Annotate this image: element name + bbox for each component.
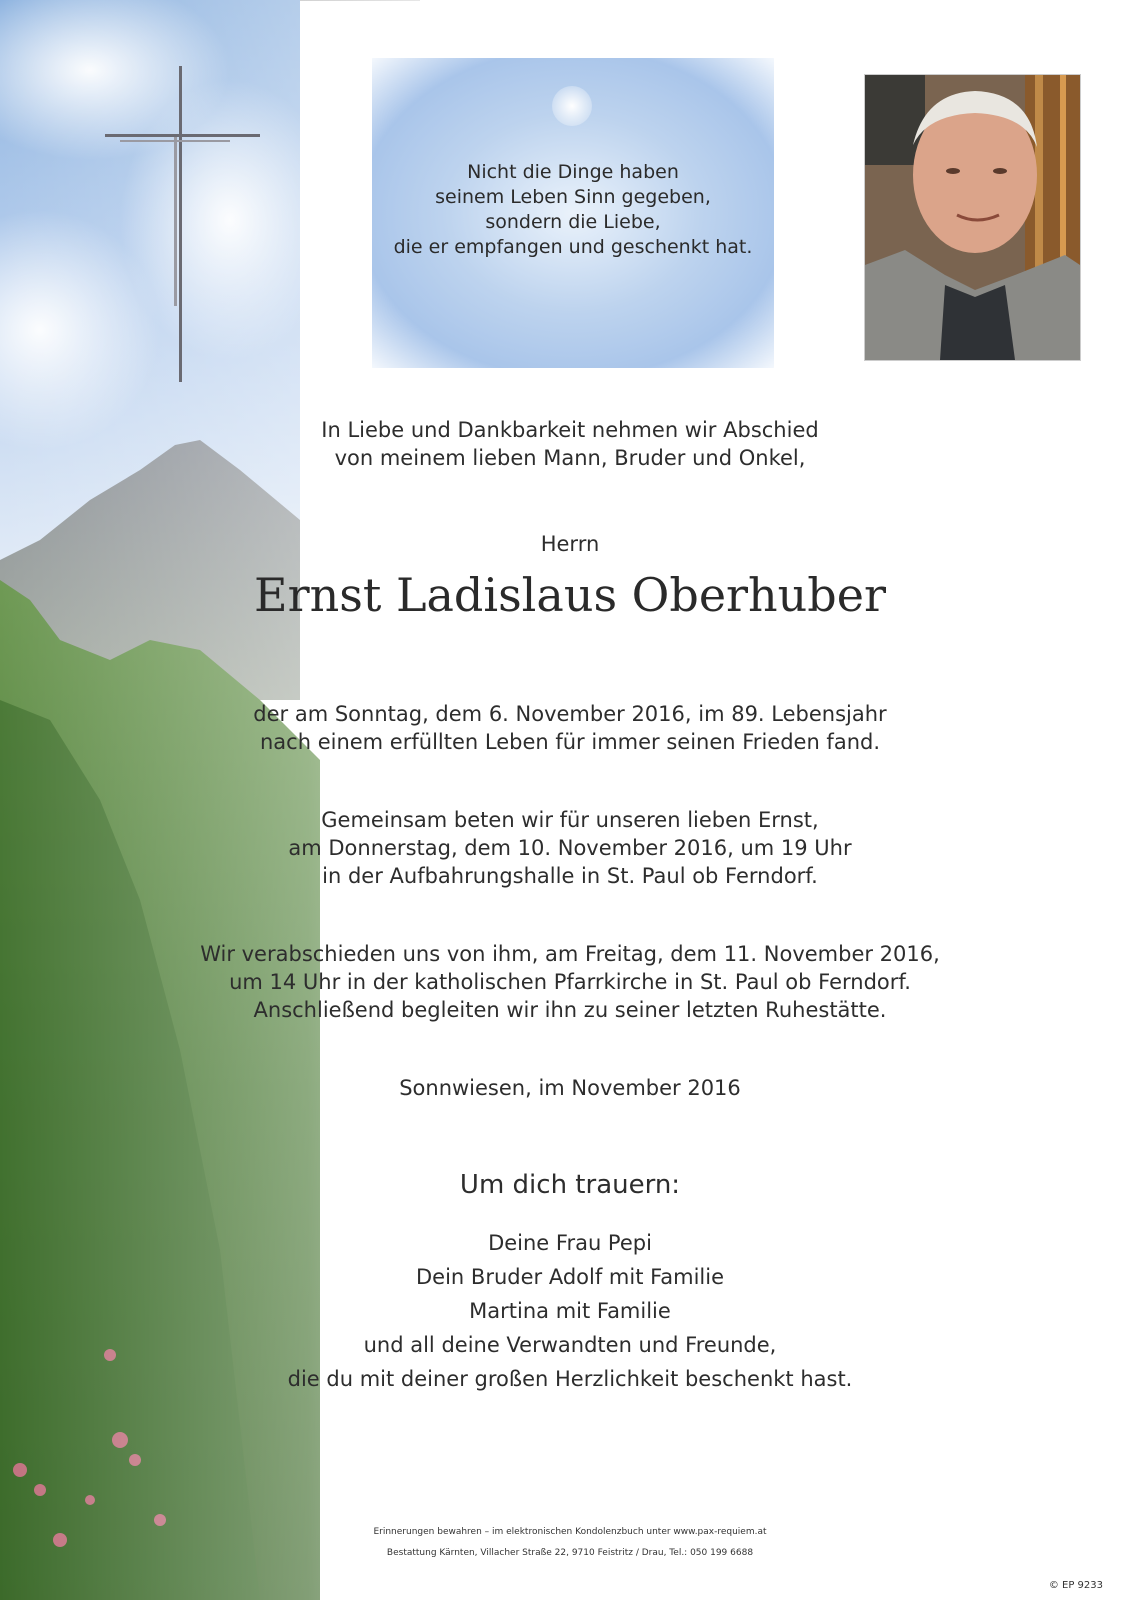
- mourner-line: Deine Frau Pepi: [488, 1231, 652, 1255]
- prayer-line: am Donnerstag, dem 10. November 2016, um 19 Uhr: [288, 836, 852, 860]
- footer-condolence-line: Erinnerungen bewahren – im elektronischen Kondolenzbuch unter www.pax-requiem.at: [373, 1527, 767, 1537]
- place-date: [180, 1074, 960, 1102]
- death-line: der am Sonntag, dem 6. November 2016, im 89. Lebensjahr: [253, 702, 887, 726]
- death-notice: [180, 700, 960, 756]
- funeral-line: Wir verabschieden uns von ihm, am Freitag, dem 11. November 2016,: [200, 942, 940, 966]
- mourner-line: Martina mit Familie: [469, 1299, 671, 1323]
- footer-funeral-home-line: Bestattung Kärnten, Villacher Straße 22, 9710 Feistritz / Drau, Tel.: 050 199 6688: [386, 1548, 754, 1558]
- prayer-line: in der Aufbahrungshalle in St. Paul ob Ferndorf.: [322, 864, 818, 888]
- prayer-line: Gemeinsam beten wir für unseren lieben Ernst,: [321, 808, 819, 832]
- intro-line: von meinem lieben Mann, Bruder und Onkel,: [334, 446, 806, 470]
- portrait-photo: [864, 74, 1081, 361]
- mourners-title: Um dich trauern:: [459, 1170, 681, 1200]
- quote-line: die er empfangen und geschenkt hat.: [393, 236, 753, 258]
- mourner-line: Dein Bruder Adolf mit Familie: [416, 1265, 724, 1289]
- funeral-line: Anschließend begleiten wir ihn zu seiner letzten Ruhestätte.: [253, 998, 887, 1022]
- intro-line: In Liebe und Dankbarkeit nehmen wir Abschied: [321, 418, 819, 442]
- cross-icon: [105, 66, 265, 386]
- death-line: nach einem erfüllten Leben für immer seinen Frieden fand.: [259, 730, 881, 754]
- deceased-name: Ernst Ladislaus Oberhuber: [254, 568, 886, 622]
- mourner-line: die du mit deiner großen Herzlichkeit beschenkt hast.: [287, 1367, 853, 1391]
- quote-panel: [372, 58, 774, 368]
- light-glow: [552, 86, 592, 126]
- quote-line: sondern die Liebe,: [485, 211, 661, 233]
- quote-line: seinem Leben Sinn gegeben,: [435, 186, 711, 208]
- mourners-list: [180, 1226, 960, 1396]
- mourner-line: und all deine Verwandten und Freunde,: [363, 1333, 777, 1357]
- intro-text: [180, 416, 960, 472]
- prayer-notice: [180, 806, 960, 890]
- funeral-notice: [180, 940, 960, 1024]
- funeral-line: um 14 Uhr in der katholischen Pfarrkirche in St. Paul ob Ferndorf.: [229, 970, 911, 994]
- print-code: © EP 9233: [1048, 1580, 1103, 1591]
- salutation: Herrn: [540, 532, 600, 556]
- quote-text: [372, 160, 774, 260]
- place-date-line: Sonnwiesen, im November 2016: [399, 1076, 741, 1100]
- quote-line: Nicht die Dinge haben: [467, 161, 679, 183]
